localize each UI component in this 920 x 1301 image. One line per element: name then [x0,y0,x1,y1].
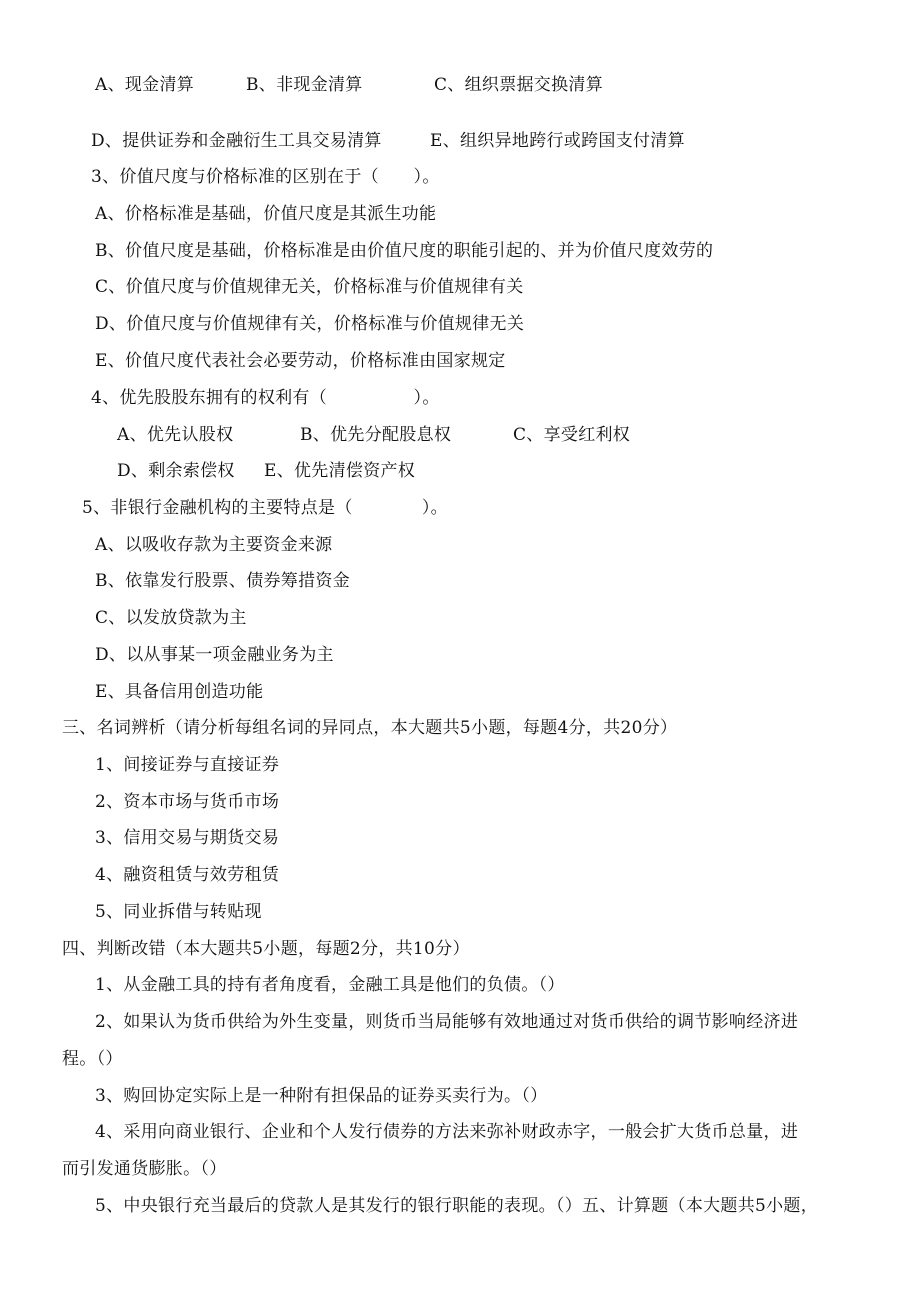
section4-item-4-line-2: 而引发通货膨胀。（） [62,1159,227,1179]
q4-option-d: D、剩余索偿权 [117,461,235,481]
q5-stem: 5、非银行金融机构的主要特点是（ ）。 [82,498,448,518]
q2-option-e: E、组织异地跨行或跨国支付清算 [430,131,685,151]
q2-option-c: C、组织票据交换清算 [434,75,604,95]
q3-option-d: D、价值尺度与价值规律有关，价格标准与价值规律无关 [95,314,525,334]
section4-item-1: 1、从金融工具的持有者角度看，金融工具是他们的负债。（） [95,975,565,995]
section4-item-4-line-1: 4、采用向商业银行、企业和个人发行债券的方法来弥补财政赤字，一般会扩大货币总量，进 [95,1122,799,1142]
section4-heading: 四、判断改错（本大题共5小题，每题2分，共10分） [62,939,470,959]
q4-option-e: E、优先清偿资产权 [264,461,416,481]
q3-option-a: A、价格标准是基础，价值尺度是其派生功能 [95,204,437,224]
q2-option-d: D、提供证券和金融衍生工具交易清算 [91,131,382,151]
q5-option-b: B、依靠发行股票、债券筹措资金 [95,571,350,591]
q3-option-b: B、价值尺度是基础，价格标准是由价值尺度的职能引起的、并为价值尺度效劳的 [95,241,714,261]
q4-stem: 4、优先股股东拥有的权利有（ ）。 [91,388,440,408]
q4-option-b: B、优先分配股息权 [300,425,452,445]
section3-item: 5、同业拆借与转贴现 [95,902,262,922]
q5-option-c: C、以发放贷款为主 [95,608,247,628]
section4-item-2-line-1: 2、如果认为货币供给为外生变量，则货币当局能够有效地通过对货币供给的调节影响经济进 [95,1012,799,1032]
section4-item-5: 5、中央银行充当最后的贷款人是其发行的银行职能的表现。（）五、计算题（本大题共5小题， [95,1196,819,1216]
section3-item: 4、融资租赁与效劳租赁 [95,865,280,885]
q2-option-b: B、非现金清算 [246,75,363,95]
q5-option-d: D、以从事某一项金融业务为主 [95,645,334,665]
q5-option-a: A、以吸收存款为主要资金来源 [95,535,333,555]
section4-item-2-line-2: 程。（） [62,1049,123,1069]
q3-option-c: C、价值尺度与价值规律无关，价格标准与价值规律有关 [95,277,524,297]
q2-option-a: A、现金清算 [95,75,195,95]
section3-item: 1、间接证券与直接证券 [95,755,280,775]
section4-item-3: 3、购回协定实际上是一种附有担保品的证券买卖行为。（） [95,1086,548,1106]
q3-stem: 3、价值尺度与价格标准的区别在于（ ）。 [91,167,440,187]
q4-option-c: C、享受红利权 [513,425,631,445]
q4-option-a: A、优先认股权 [117,425,234,445]
q3-option-e: E、价值尺度代表社会必要劳动，价格标准由国家规定 [95,351,506,371]
q5-option-e: E、具备信用创造功能 [95,682,264,702]
section3-item: 3、信用交易与期货交易 [95,828,280,848]
section3-heading: 三、名词辨析（请分析每组名词的异同点，本大题共5小题，每题4分，共20分） [62,718,678,738]
section3-item: 2、资本市场与货币市场 [95,792,280,812]
